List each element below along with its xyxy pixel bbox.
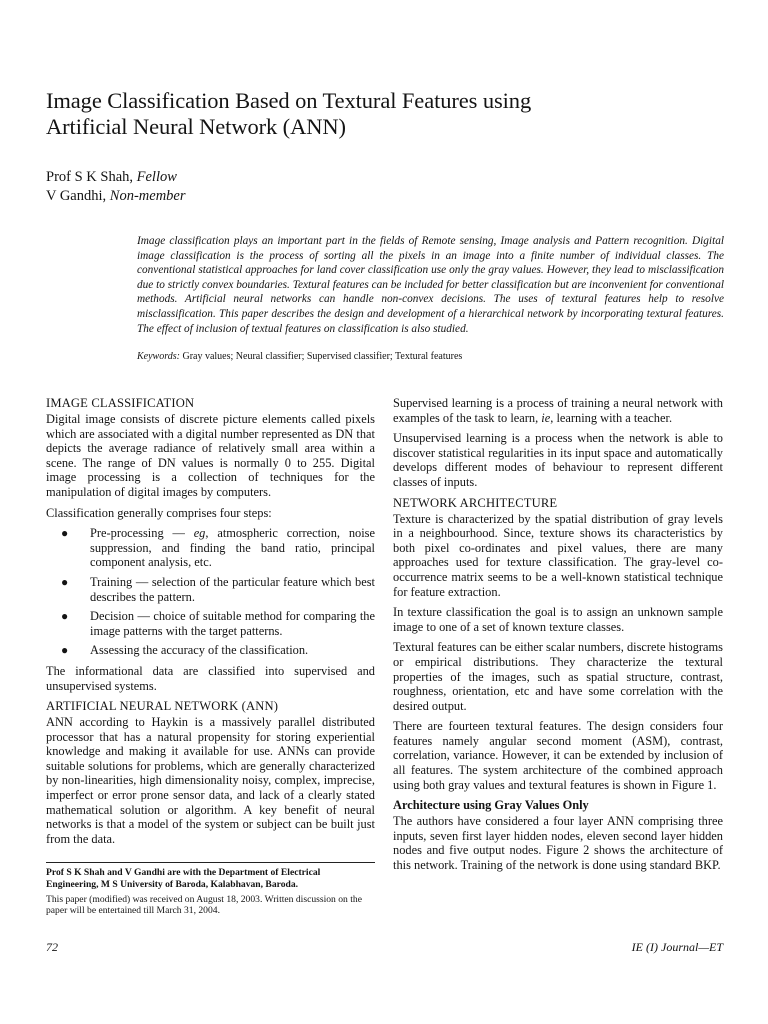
bullet-1-eg: eg (193, 526, 206, 541)
keywords-text: Gray values; Neural classifier; Supervised classifier; Textural features (179, 351, 463, 362)
author-1-name: Prof S K Shah, (46, 169, 137, 185)
author-2-role: Non-member (109, 188, 186, 204)
author-list (46, 168, 186, 206)
heading-gray-values-architecture: Architecture using Gray Values Only (393, 798, 589, 813)
right-column (393, 396, 723, 879)
bullet-icon: ● (61, 609, 69, 624)
list-item (46, 575, 375, 604)
list-item (46, 526, 375, 570)
classification-steps-list (46, 526, 375, 658)
bullet-3-text: Decision — choice of suitable method for comparing the image patterns with the target patterns. (90, 609, 375, 638)
bullet-icon: ● (61, 526, 69, 541)
paragraph-ann: ANN according to Haykin is a massively parallel distributed processor that has a natural propensity for storing experiential knowledge and making it available for use. ANNs can provide suitable solutions for problems, which are generally characterized by non-linearities, high dimensionality noisy, complex, imprecise, imperfect or error prone sensor data, and lack of a clearly stated mathematical solution or algorithm. A key benefit of neural networks is that a model of the system or subject can be built just from the data. (46, 715, 375, 846)
supervised-post: , learning with a teacher. (550, 410, 673, 425)
bullet-4-text: Assessing the accuracy of the classification. (90, 643, 309, 658)
footnote-received: This paper (modified) was received on August 18, 2003. Written discussion on the paper will be entertained till March 31, 2004. (46, 893, 362, 917)
supervised-ie: ie (541, 410, 551, 425)
bullet-icon: ● (61, 643, 69, 658)
paper-title (46, 88, 686, 140)
keywords (137, 350, 724, 363)
title-line-1: Image Classification Based on Textural Features using (46, 88, 532, 113)
author-1-role: Fellow (136, 169, 177, 185)
heading-image-classification: IMAGE CLASSIFICATION (46, 396, 195, 410)
footnote (46, 862, 375, 920)
bullet-2-text: Training — selection of the particular feature which best describes the pattern. (90, 574, 375, 604)
author-2 (46, 187, 186, 206)
paragraph-textural-features: Textural features can be either scalar numbers, discrete histograms or empirical distributions. They characterize the textural properties of the images, such as spatial structure, contrast, roughness, orientation, etc and have some correlation with the desired output. (393, 640, 723, 713)
paragraph-four-layer-ann: The authors have considered a four layer ANN comprising three inputs, seven first layer hidden nodes, eleven second layer hidden nodes and five output nodes. Figure 2 shows the architecture of this network. Training of the network is done using standard BKP. (393, 814, 723, 873)
heading-ann: ARTIFICIAL NEURAL NETWORK (ANN) (46, 699, 279, 714)
paragraph-digital-image: Digital image consists of discrete picture elements called pixels which are associated with a digital number represented as DN that depicts the average radiance of relatively small area within a scene. The range of DN values is normally 0 to 255. Digital image processing is a collection of techniques for the manipulation of digital images by computers. (46, 412, 375, 499)
journal-name: IE (I) Journal—ET (631, 940, 723, 954)
paragraph-classification-steps: Classification generally comprises four steps: (46, 505, 272, 520)
left-column (46, 396, 375, 852)
author-1 (46, 168, 186, 187)
paragraph-texture-classification: In texture classification the goal is to assign an unknown sample image to one of a set of known texture classes. (393, 605, 723, 634)
keywords-label: Keywords: (137, 351, 180, 362)
author-2-name: V Gandhi, (46, 188, 110, 204)
bullet-icon: ● (61, 574, 69, 589)
list-item (46, 609, 375, 638)
paragraph-unsupervised-learning: Unsupervised learning is a process when the network is able to discover statistical regularities in its input space and automatically develops different modes of behaviour to represent different classes of inputs. (393, 431, 723, 489)
page-number: 72 (46, 940, 58, 954)
title-line-2: Artificial Neural Network (ANN) (46, 114, 346, 139)
footnote-affiliation: Prof S K Shah and V Gandhi are with the Department of Electrical Engineering, M S University of Baroda, Kalabhavan, Baroda. (46, 867, 321, 890)
paragraph-supervised-learning (393, 396, 723, 425)
supervised-pre: Supervised learning is a process of training a neural network with examples of the task to learn, (393, 396, 723, 425)
list-item (46, 643, 375, 658)
paragraph-fourteen-features: There are fourteen textural features. The design considers four features namely angular second moment (ASM), contrast, correlation, variance. However, it can be extended by inclusion of all features. The system architecture of the combined approach using both gray values and textural features is shown in Figure 1. (393, 719, 723, 792)
heading-network-architecture: NETWORK ARCHITECTURE (393, 495, 558, 510)
bullet-1-post: , atmospheric correction, noise suppression, and finding the band ratio, principal component analysis, etc. (90, 526, 375, 570)
paragraph-informational-data: The informational data are classified into supervised and unsupervised systems. (46, 663, 375, 693)
bullet-1-pre: Pre-processing — (90, 526, 194, 541)
paragraph-texture: Texture is characterized by the spatial distribution of gray levels in a neighbourhood. Since, texture shows its characteristics by both pixel co-ordinates and pixel values, there are many approaches used for texture classification. The gray-level co-occurrence matrix seems to be a well-known statistical technique for feature extraction. (393, 511, 723, 599)
abstract: Image classification plays an important part in the fields of Remote sensing, Image analysis and Pattern recognition. Digital image classification is the process of sorting all the pixels in an image into a finite number of individual classes. The conventional statistical approaches for land cover classification use only the gray values. However, they lead to misclassification due to strictly convex boundaries. Textural features can be included for better classification but are inconvenient for conventional methods. Artificial neural networks can handle non-convex decisions. The uses of textural features help to resolve misclassification. This paper describes the design and development of a hierarchical network by incorporating textural features. The effect of inclusion of textual features on classification is also studied. (137, 235, 724, 335)
